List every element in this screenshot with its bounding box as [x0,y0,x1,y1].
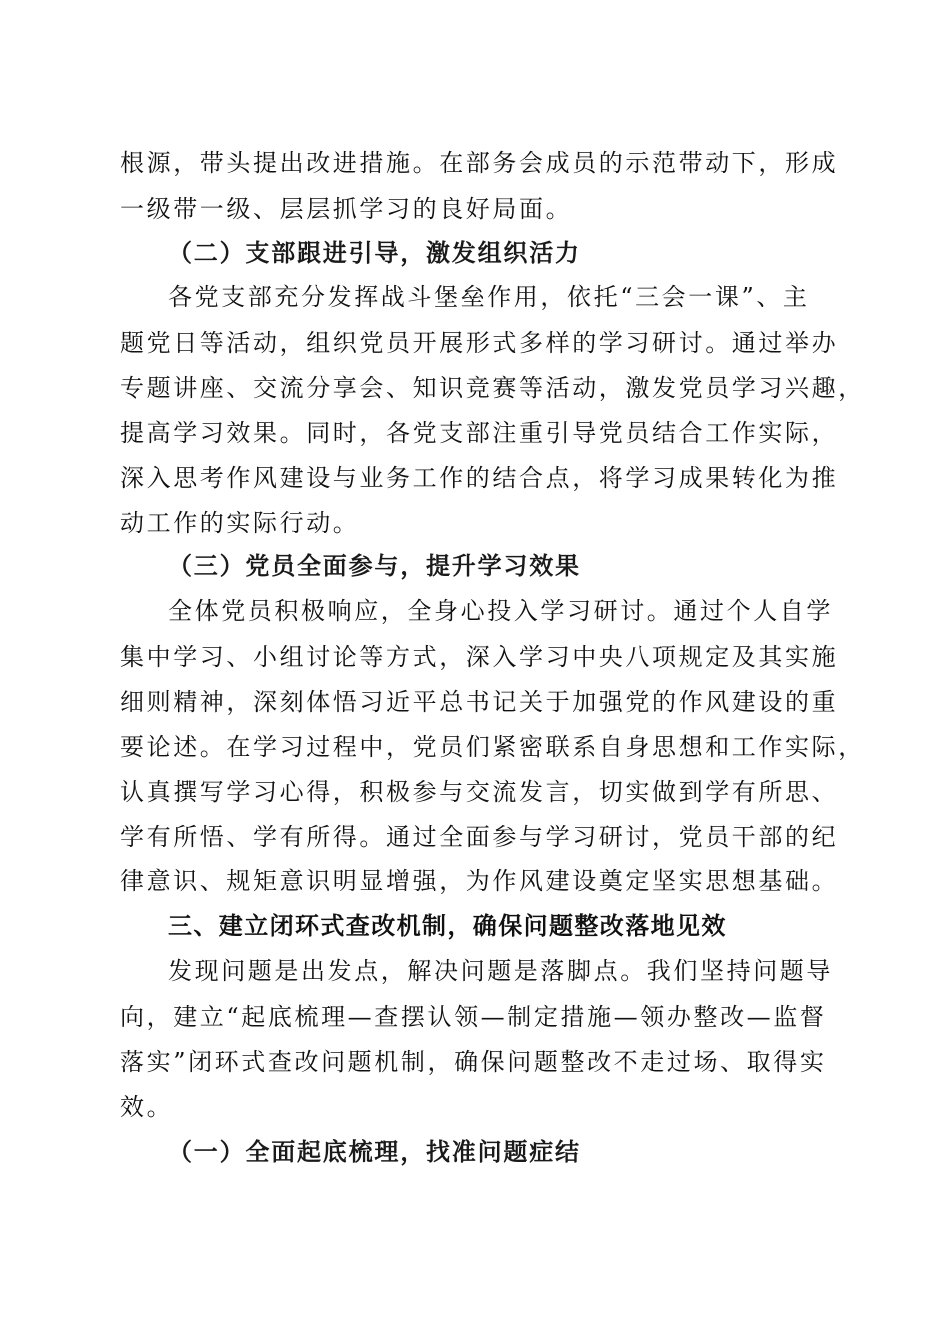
body-line: 题党日等活动，组织党员开展形式多样的学习研讨。通过举办 [120,329,839,357]
body-line: 动工作的实际行动。 [120,509,360,537]
body-line: 细则精神，深刻体悟习近平总书记关于加强党的作风建设的重 [120,688,839,716]
section-heading-3: 三、建立闭环式查改机制，确保问题整改落地见效 [168,912,727,940]
body-line: 律意识、规矩意识明显增强，为作风建设奠定坚实思想基础。 [120,867,839,895]
body-line: 向，建立“起底梳理—查摆认领—制定措施—领办整改—监督 [120,1003,827,1031]
body-line: 要论述。在学习过程中，党员们紧密联系自身思想和工作实际， [120,733,865,761]
body-line: 各党支部充分发挥战斗堡垒作用，依托“三会一课”、主 [168,283,810,311]
body-line: 一级带一级、层层抓学习的良好局面。 [120,195,573,223]
body-line: 效。 [120,1093,174,1121]
body-line: 发现问题是出发点，解决问题是落脚点。我们坚持问题导 [168,957,833,985]
body-line: 集中学习、小组讨论等方式，深入学习中央八项规定及其实施 [120,643,839,671]
body-line: 专题讲座、交流分享会、知识竞赛等活动，激发党员学习兴趣， [120,374,865,402]
body-line: 学有所悟、学有所得。通过全面参与学习研讨，党员干部的纪 [120,823,839,851]
body-line: 落实”闭环式查改问题机制，确保问题整改不走过场、取得实 [120,1048,827,1076]
body-line: 认真撰写学习心得，积极参与交流发言，切实做到学有所思、 [120,778,839,806]
body-line: 深入思考作风建设与业务工作的结合点，将学习成果转化为推 [120,464,839,492]
body-line: 根源，带头提出改进措施。在部务会成员的示范带动下，形成 [120,149,839,177]
body-line: 提高学习效果。同时，各党支部注重引导党员结合工作实际， [120,419,839,447]
subheading-1: （一）全面起底梳理，找准问题症结 [168,1137,581,1166]
subheading-2: （二）支部跟进引导，激发组织活力 [168,238,581,267]
body-line: 全体党员积极响应，全身心投入学习研讨。通过个人自学 [168,597,833,625]
subheading-3: （三）党员全面参与，提升学习效果 [168,551,581,580]
